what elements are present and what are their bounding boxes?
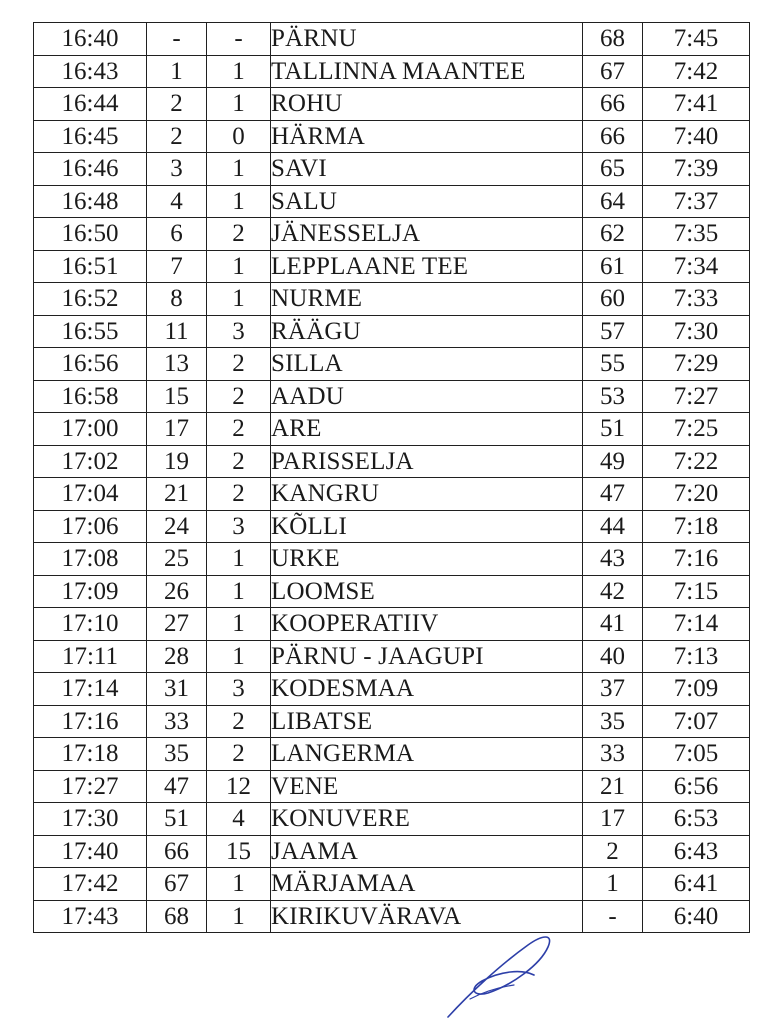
return-time-cell: 6:53 bbox=[643, 803, 750, 836]
segment-km-cell: - bbox=[207, 23, 271, 56]
reverse-distance-km-cell: - bbox=[583, 900, 643, 933]
stop-name-cell: PÄRNU bbox=[271, 23, 583, 56]
reverse-distance-km-cell: 49 bbox=[583, 445, 643, 478]
table-row bbox=[34, 705, 750, 738]
return-time-cell: 7:40 bbox=[643, 120, 750, 153]
stop-name-cell: SAVI bbox=[271, 153, 583, 186]
segment-km-cell: 1 bbox=[207, 283, 271, 316]
reverse-distance-km-cell: 57 bbox=[583, 315, 643, 348]
distance-km-cell: 6 bbox=[147, 218, 207, 251]
segment-km-cell: 3 bbox=[207, 673, 271, 706]
segment-km-cell: 1 bbox=[207, 640, 271, 673]
distance-km-cell: 1 bbox=[147, 55, 207, 88]
departure-time-cell: 17:11 bbox=[34, 640, 147, 673]
segment-km-cell: 1 bbox=[207, 575, 271, 608]
distance-km-cell: 26 bbox=[147, 575, 207, 608]
reverse-distance-km-cell: 41 bbox=[583, 608, 643, 641]
distance-km-cell: 27 bbox=[147, 608, 207, 641]
stop-name-cell: SILLA bbox=[271, 348, 583, 381]
departure-time-cell: 16:56 bbox=[34, 348, 147, 381]
table-row bbox=[34, 185, 750, 218]
segment-km-cell: 1 bbox=[207, 153, 271, 186]
distance-km-cell: 24 bbox=[147, 510, 207, 543]
distance-km-cell: 47 bbox=[147, 770, 207, 803]
reverse-distance-km-cell: 67 bbox=[583, 55, 643, 88]
stop-name-cell: KANGRU bbox=[271, 478, 583, 511]
table-row bbox=[34, 478, 750, 511]
reverse-distance-km-cell: 1 bbox=[583, 868, 643, 901]
stop-name-cell: HÄRMA bbox=[271, 120, 583, 153]
table-row bbox=[34, 120, 750, 153]
segment-km-cell: 1 bbox=[207, 250, 271, 283]
segment-km-cell: 2 bbox=[207, 348, 271, 381]
stop-name-cell: ARE bbox=[271, 413, 583, 446]
departure-time-cell: 17:42 bbox=[34, 868, 147, 901]
stop-name-cell: TALLINNA MAANTEE bbox=[271, 55, 583, 88]
table-row bbox=[34, 868, 750, 901]
table-row bbox=[34, 153, 750, 186]
distance-km-cell: 21 bbox=[147, 478, 207, 511]
timetable-sheet bbox=[33, 22, 749, 933]
reverse-distance-km-cell: 53 bbox=[583, 380, 643, 413]
return-time-cell: 7:05 bbox=[643, 738, 750, 771]
segment-km-cell: 3 bbox=[207, 315, 271, 348]
reverse-distance-km-cell: 51 bbox=[583, 413, 643, 446]
departure-time-cell: 16:50 bbox=[34, 218, 147, 251]
segment-km-cell: 2 bbox=[207, 413, 271, 446]
return-time-cell: 7:22 bbox=[643, 445, 750, 478]
reverse-distance-km-cell: 55 bbox=[583, 348, 643, 381]
reverse-distance-km-cell: 35 bbox=[583, 705, 643, 738]
reverse-distance-km-cell: 40 bbox=[583, 640, 643, 673]
departure-time-cell: 17:08 bbox=[34, 543, 147, 576]
distance-km-cell: 68 bbox=[147, 900, 207, 933]
distance-km-cell: 51 bbox=[147, 803, 207, 836]
distance-km-cell: 33 bbox=[147, 705, 207, 738]
table-row bbox=[34, 413, 750, 446]
stop-name-cell: PARISSELJA bbox=[271, 445, 583, 478]
stop-name-cell: LEPPLAANE TEE bbox=[271, 250, 583, 283]
distance-km-cell: 8 bbox=[147, 283, 207, 316]
table-row bbox=[34, 900, 750, 933]
segment-km-cell: 2 bbox=[207, 380, 271, 413]
table-row bbox=[34, 283, 750, 316]
return-time-cell: 7:13 bbox=[643, 640, 750, 673]
distance-km-cell: 2 bbox=[147, 88, 207, 121]
return-time-cell: 7:45 bbox=[643, 23, 750, 56]
return-time-cell: 6:40 bbox=[643, 900, 750, 933]
distance-km-cell: 17 bbox=[147, 413, 207, 446]
table-row bbox=[34, 640, 750, 673]
reverse-distance-km-cell: 43 bbox=[583, 543, 643, 576]
distance-km-cell: 11 bbox=[147, 315, 207, 348]
distance-km-cell: 19 bbox=[147, 445, 207, 478]
distance-km-cell: 28 bbox=[147, 640, 207, 673]
departure-time-cell: 16:52 bbox=[34, 283, 147, 316]
table-row bbox=[34, 445, 750, 478]
stop-name-cell: RÄÄGU bbox=[271, 315, 583, 348]
stop-name-cell: KONUVERE bbox=[271, 803, 583, 836]
departure-time-cell: 16:55 bbox=[34, 315, 147, 348]
departure-time-cell: 17:16 bbox=[34, 705, 147, 738]
distance-km-cell: 31 bbox=[147, 673, 207, 706]
departure-time-cell: 17:00 bbox=[34, 413, 147, 446]
segment-km-cell: 1 bbox=[207, 868, 271, 901]
stop-name-cell: PÄRNU - JAAGUPI bbox=[271, 640, 583, 673]
table-row bbox=[34, 380, 750, 413]
table-row bbox=[34, 770, 750, 803]
stop-name-cell: LIBATSE bbox=[271, 705, 583, 738]
departure-time-cell: 16:51 bbox=[34, 250, 147, 283]
reverse-distance-km-cell: 37 bbox=[583, 673, 643, 706]
table-row bbox=[34, 608, 750, 641]
segment-km-cell: 1 bbox=[207, 900, 271, 933]
return-time-cell: 7:25 bbox=[643, 413, 750, 446]
table-row bbox=[34, 348, 750, 381]
reverse-distance-km-cell: 68 bbox=[583, 23, 643, 56]
return-time-cell: 7:29 bbox=[643, 348, 750, 381]
stop-name-cell: NURME bbox=[271, 283, 583, 316]
stop-name-cell: SALU bbox=[271, 185, 583, 218]
reverse-distance-km-cell: 33 bbox=[583, 738, 643, 771]
segment-km-cell: 2 bbox=[207, 218, 271, 251]
table-row bbox=[34, 543, 750, 576]
departure-time-cell: 17:06 bbox=[34, 510, 147, 543]
segment-km-cell: 12 bbox=[207, 770, 271, 803]
segment-km-cell: 4 bbox=[207, 803, 271, 836]
segment-km-cell: 2 bbox=[207, 445, 271, 478]
segment-km-cell: 1 bbox=[207, 608, 271, 641]
segment-km-cell: 2 bbox=[207, 478, 271, 511]
return-time-cell: 7:35 bbox=[643, 218, 750, 251]
stop-name-cell: AADU bbox=[271, 380, 583, 413]
reverse-distance-km-cell: 64 bbox=[583, 185, 643, 218]
reverse-distance-km-cell: 66 bbox=[583, 120, 643, 153]
table-row bbox=[34, 88, 750, 121]
table-row bbox=[34, 23, 750, 56]
table-row bbox=[34, 250, 750, 283]
table-row bbox=[34, 673, 750, 706]
stop-name-cell: LANGERMA bbox=[271, 738, 583, 771]
segment-km-cell: 2 bbox=[207, 738, 271, 771]
stop-name-cell: JAAMA bbox=[271, 835, 583, 868]
distance-km-cell: 25 bbox=[147, 543, 207, 576]
departure-time-cell: 17:18 bbox=[34, 738, 147, 771]
return-time-cell: 7:07 bbox=[643, 705, 750, 738]
return-time-cell: 7:27 bbox=[643, 380, 750, 413]
reverse-distance-km-cell: 66 bbox=[583, 88, 643, 121]
distance-km-cell: 66 bbox=[147, 835, 207, 868]
reverse-distance-km-cell: 62 bbox=[583, 218, 643, 251]
return-time-cell: 7:34 bbox=[643, 250, 750, 283]
table-row bbox=[34, 575, 750, 608]
return-time-cell: 7:42 bbox=[643, 55, 750, 88]
distance-km-cell: 4 bbox=[147, 185, 207, 218]
stop-name-cell: KODESMAA bbox=[271, 673, 583, 706]
table-row bbox=[34, 55, 750, 88]
reverse-distance-km-cell: 65 bbox=[583, 153, 643, 186]
stop-name-cell: MÄRJAMAA bbox=[271, 868, 583, 901]
departure-time-cell: 17:27 bbox=[34, 770, 147, 803]
reverse-distance-km-cell: 60 bbox=[583, 283, 643, 316]
return-time-cell: 6:56 bbox=[643, 770, 750, 803]
return-time-cell: 7:09 bbox=[643, 673, 750, 706]
departure-time-cell: 16:46 bbox=[34, 153, 147, 186]
table-row bbox=[34, 218, 750, 251]
segment-km-cell: 1 bbox=[207, 55, 271, 88]
distance-km-cell: - bbox=[147, 23, 207, 56]
stop-name-cell: KIRIKUVÄRAVA bbox=[271, 900, 583, 933]
segment-km-cell: 3 bbox=[207, 510, 271, 543]
departure-time-cell: 17:02 bbox=[34, 445, 147, 478]
stop-name-cell: ROHU bbox=[271, 88, 583, 121]
stop-name-cell: KÕLLI bbox=[271, 510, 583, 543]
return-time-cell: 7:39 bbox=[643, 153, 750, 186]
return-time-cell: 7:18 bbox=[643, 510, 750, 543]
departure-time-cell: 16:58 bbox=[34, 380, 147, 413]
distance-km-cell: 15 bbox=[147, 380, 207, 413]
reverse-distance-km-cell: 2 bbox=[583, 835, 643, 868]
distance-km-cell: 35 bbox=[147, 738, 207, 771]
return-time-cell: 7:30 bbox=[643, 315, 750, 348]
reverse-distance-km-cell: 61 bbox=[583, 250, 643, 283]
stop-name-cell: VENE bbox=[271, 770, 583, 803]
table-row bbox=[34, 803, 750, 836]
stop-name-cell: KOOPERATIIV bbox=[271, 608, 583, 641]
return-time-cell: 6:43 bbox=[643, 835, 750, 868]
return-time-cell: 7:41 bbox=[643, 88, 750, 121]
departure-time-cell: 17:14 bbox=[34, 673, 147, 706]
segment-km-cell: 1 bbox=[207, 88, 271, 121]
timetable-body bbox=[34, 23, 750, 933]
segment-km-cell: 0 bbox=[207, 120, 271, 153]
handwritten-signature bbox=[430, 925, 570, 1020]
return-time-cell: 7:37 bbox=[643, 185, 750, 218]
table-row bbox=[34, 738, 750, 771]
stop-name-cell: JÄNESSELJA bbox=[271, 218, 583, 251]
distance-km-cell: 2 bbox=[147, 120, 207, 153]
return-time-cell: 7:15 bbox=[643, 575, 750, 608]
table-row bbox=[34, 315, 750, 348]
departure-time-cell: 17:40 bbox=[34, 835, 147, 868]
reverse-distance-km-cell: 44 bbox=[583, 510, 643, 543]
segment-km-cell: 1 bbox=[207, 543, 271, 576]
departure-time-cell: 17:43 bbox=[34, 900, 147, 933]
timetable bbox=[33, 22, 750, 933]
stop-name-cell: LOOMSE bbox=[271, 575, 583, 608]
return-time-cell: 7:33 bbox=[643, 283, 750, 316]
return-time-cell: 6:41 bbox=[643, 868, 750, 901]
table-row bbox=[34, 510, 750, 543]
segment-km-cell: 15 bbox=[207, 835, 271, 868]
return-time-cell: 7:20 bbox=[643, 478, 750, 511]
departure-time-cell: 17:09 bbox=[34, 575, 147, 608]
departure-time-cell: 16:48 bbox=[34, 185, 147, 218]
departure-time-cell: 16:40 bbox=[34, 23, 147, 56]
distance-km-cell: 3 bbox=[147, 153, 207, 186]
reverse-distance-km-cell: 42 bbox=[583, 575, 643, 608]
reverse-distance-km-cell: 47 bbox=[583, 478, 643, 511]
return-time-cell: 7:16 bbox=[643, 543, 750, 576]
return-time-cell: 7:14 bbox=[643, 608, 750, 641]
distance-km-cell: 67 bbox=[147, 868, 207, 901]
departure-time-cell: 17:30 bbox=[34, 803, 147, 836]
reverse-distance-km-cell: 17 bbox=[583, 803, 643, 836]
distance-km-cell: 13 bbox=[147, 348, 207, 381]
reverse-distance-km-cell: 21 bbox=[583, 770, 643, 803]
segment-km-cell: 2 bbox=[207, 705, 271, 738]
stop-name-cell: URKE bbox=[271, 543, 583, 576]
departure-time-cell: 17:10 bbox=[34, 608, 147, 641]
departure-time-cell: 17:04 bbox=[34, 478, 147, 511]
table-row bbox=[34, 835, 750, 868]
distance-km-cell: 7 bbox=[147, 250, 207, 283]
departure-time-cell: 16:45 bbox=[34, 120, 147, 153]
departure-time-cell: 16:43 bbox=[34, 55, 147, 88]
segment-km-cell: 1 bbox=[207, 185, 271, 218]
departure-time-cell: 16:44 bbox=[34, 88, 147, 121]
